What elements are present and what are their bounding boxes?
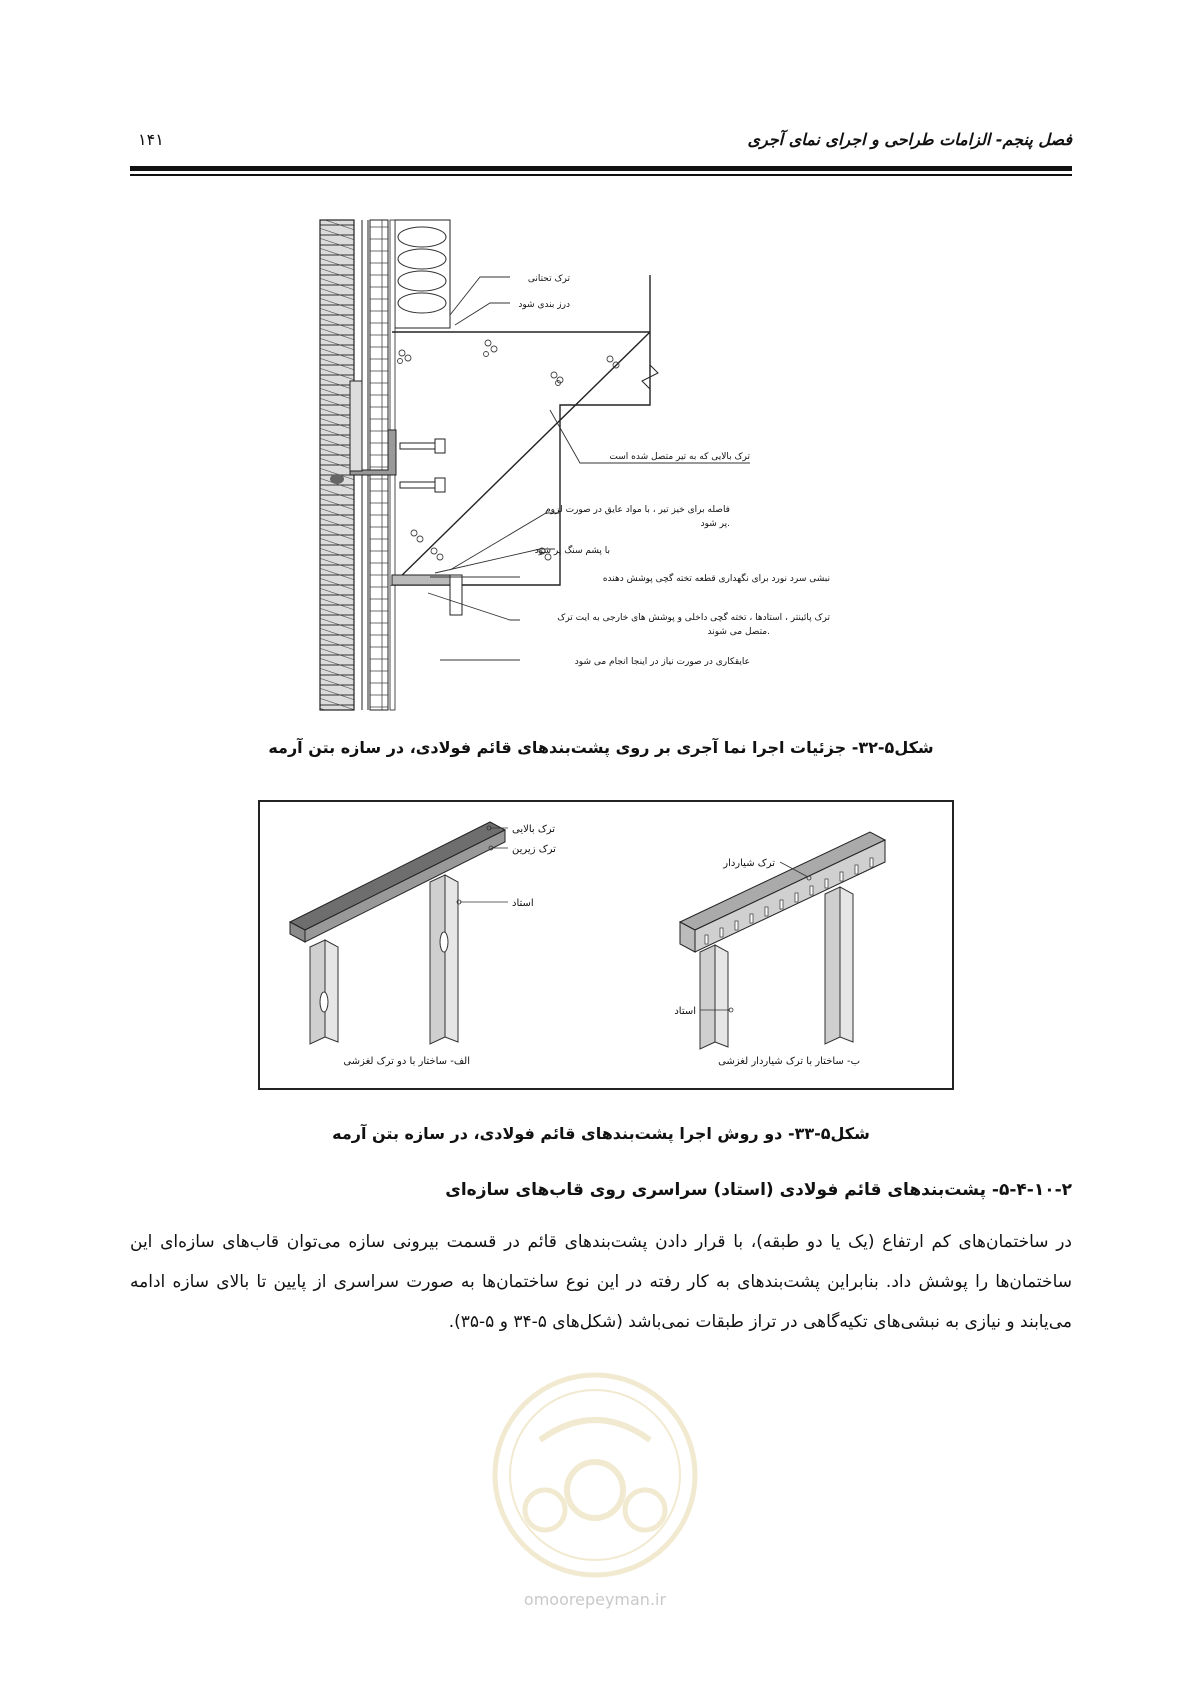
figure-33-methods bbox=[258, 800, 954, 1090]
concrete-aggregate bbox=[398, 340, 620, 560]
label-stud-right: استاد bbox=[674, 1006, 696, 1017]
right-panel-title: ب- ساختار با ترک شیاردار لغزشی bbox=[718, 1056, 860, 1067]
label-bottom-track: ترک زیرین bbox=[512, 844, 556, 855]
label-slotted-track: ترک شیاردار bbox=[723, 858, 775, 869]
header-rule bbox=[130, 166, 1072, 171]
label-sealant: درز بندی شود bbox=[518, 300, 570, 310]
figure-32-drawing bbox=[310, 215, 830, 720]
left-panel-title: الف- ساختار با دو ترک لغزشی bbox=[343, 1056, 470, 1067]
slotted-track-assembly bbox=[680, 832, 885, 1049]
page-number: ۱۴۱ bbox=[138, 130, 164, 149]
label-stud-left: استاد bbox=[512, 898, 534, 909]
anchor-bolts bbox=[400, 439, 445, 492]
label-top-track: ترک بالایی bbox=[512, 824, 556, 835]
figure-32-detail bbox=[310, 215, 830, 720]
sheathing bbox=[370, 220, 388, 710]
label-top-track: ترک بالایی که به تیر متصل شده است bbox=[609, 452, 750, 462]
figure-32-caption: شکل۵-۳۲- جزئیات اجرا نما آجری بر روی پشت‌بندهای قائم فولادی، در سازه بتن آرمه bbox=[268, 738, 934, 757]
label-mineral-wool: با پشم سنگ پر شود bbox=[534, 546, 610, 556]
watermark-url: omoorepeyman.ir bbox=[523, 1590, 667, 1609]
leader-lines bbox=[428, 277, 750, 660]
chapter-title: فصل پنجم- الزامات طراحی و اجرای نمای آجری bbox=[747, 130, 1072, 149]
label-deflection-gap-2: پر شود. bbox=[700, 519, 730, 529]
brick-veneer bbox=[320, 220, 354, 710]
header-rule-thin bbox=[130, 174, 1072, 176]
label-lower-track: ترک پائینتر ، استادها ، تخته گچی داخلی و پوشش های خارجی به ایت ترک bbox=[557, 613, 830, 623]
page-header bbox=[130, 126, 1072, 166]
label-cold-formed-angle: نبشی سرد نورد برای نگهداری قطعه تخته گچی پوشش دهنده bbox=[602, 574, 830, 584]
section-heading: ۵-۴-۱۰-۲- پشت‌بندهای قائم فولادی (استاد) سراسری روی قاب‌های سازه‌ای bbox=[445, 1180, 1072, 1200]
watermark-seal bbox=[480, 1360, 710, 1620]
label-bottom-track: ترک تحتانی bbox=[527, 274, 570, 284]
double-track-assembly bbox=[290, 822, 505, 1044]
figure-33-caption: شکل۵-۳۳- دو روش اجرا پشت‌بندهای قائم فولادی، در سازه بتن آرمه bbox=[332, 1124, 870, 1143]
label-deflection-gap: فاصله برای خیز تیر ، با مواد عایق در صورت لزوم bbox=[545, 505, 730, 515]
label-lower-track-2: متصل می شوند. bbox=[707, 627, 770, 637]
insulation bbox=[395, 220, 450, 328]
figure-33-drawing bbox=[260, 802, 952, 1088]
label-insulation: عایقکاری در صورت نیاز در اینجا انجام می شود bbox=[574, 657, 750, 667]
body-paragraph: در ساختمان‌های کم ارتفاع (یک یا دو طبقه)، با قرار دادن پشت‌بندهای قائم در قسمت بیرونی سازه می‌توان قاب‌های سازه‌ای این ساختمان‌ها را پوشش داد. بنابراین پشت‌بندهای به کار رفته در این نوع ساختمان‌ها به صورت سراسری از پایین تا بالای سازه ادامه می‌یابند و نیازی به نبشی‌های تکیه‌گاهی در تراز طبقات نمی‌باشد (شکل‌های ۵-۳۴ و ۵-۳۵). bbox=[130, 1232, 1072, 1332]
watermark-seal-graphic bbox=[480, 1360, 710, 1590]
